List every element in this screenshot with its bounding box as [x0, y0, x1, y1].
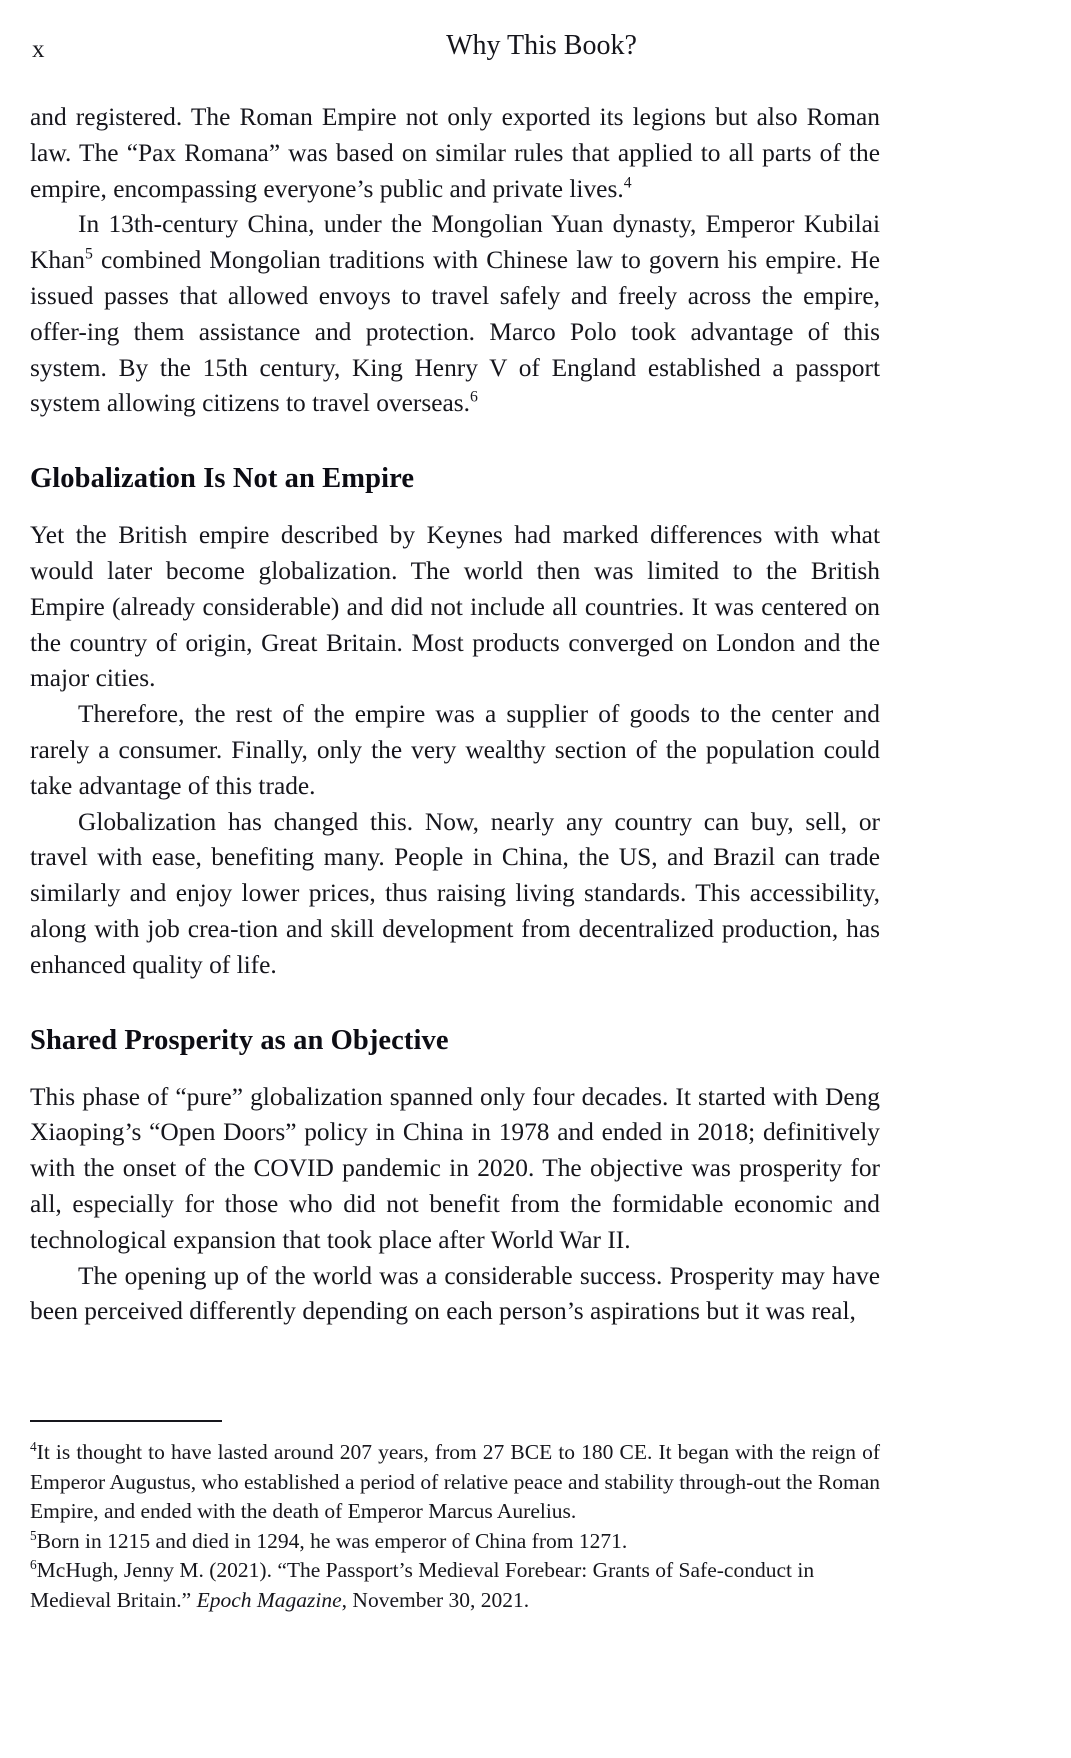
footnote-marker-4: 4 — [30, 1438, 37, 1454]
spacer — [30, 496, 880, 518]
footnote-italic-title: Epoch Magazine — [196, 1587, 342, 1612]
footnote-separator-rule — [30, 1420, 222, 1422]
footnote-5 — [30, 1527, 880, 1557]
footnote-4 — [30, 1438, 880, 1527]
footnote-ref-4[interactable]: 4 — [623, 174, 632, 192]
paragraph-supplier: Therefore, the rest of the empire was a supplier of goods to the center and rarely a consumer. Finally, only the very wealthy section of the population could take advantage of this trade. — [30, 700, 880, 800]
heading-shared-prosperity-as-an-objective: Shared Prosperity as an Objective — [30, 1024, 449, 1056]
footnote-text-after: , November 30, 2021. — [341, 1587, 530, 1612]
footnote-text: Born in 1215 and died in 1294, he was emperor of China from 1271. — [36, 1528, 628, 1553]
paragraph-pure-globalization: This phase of “pure” globalization spanned only four decades. It started with Deng Xiaoping’s “Open Doors” policy in China in 1978 and ended in 2018; definitively with the onset of the COVID pandemic in 2020. The objective was prosperity for all, especially for those who did not benefit from the formidable economic and technological expansion that took place after World War II. — [30, 1082, 880, 1254]
footnote-area — [30, 1420, 880, 1616]
page-folio: x — [32, 36, 45, 63]
paragraph-text-b: combined Mongolian traditions with Chinese law to govern his empire. He issued passes that allowed envoys to travel safely and freely across the empire, offer-ing them assistance and protection. Marco Polo took advantage of this system. By the 15th century, King Henry V of England established a passport system allowing citizens to travel overseas. — [30, 246, 880, 418]
footnote-ref-5[interactable]: 5 — [85, 245, 93, 263]
footnote-text-before: McHugh, Jenny M. (2021). “The Passport’s Medieval Forebear: Grants of Safe-conduct in Medieval Britain.” — [30, 1558, 815, 1612]
spacer — [30, 1058, 880, 1080]
main-text-block — [30, 100, 880, 1330]
paragraph-roman-empire — [30, 100, 880, 207]
paragraph-globalization-changed: Globalization has changed this. Now, nearly any country can buy, sell, or travel with ease, benefiting many. People in China, the US, and Brazil can trade similarly and enjoy lower prices, thus raising living standards. This accessibility, along with job crea-tion and skill development from decentralized production, has enhanced quality of life. — [30, 807, 880, 979]
footnote-marker-5: 5 — [30, 1527, 37, 1543]
paragraph-text: and registered. The Roman Empire not only exported its legions but also Roman law. The “Pax Romana” was based on similar rules that applied to all parts of the empire, encompassing everyone’s public and private lives. — [30, 103, 880, 203]
running-title: Why This Book? — [446, 30, 637, 61]
footnote-marker-6: 6 — [30, 1557, 37, 1573]
footnote-ref-6[interactable]: 6 — [470, 388, 478, 406]
spacer — [30, 984, 880, 1024]
running-head — [30, 30, 1041, 78]
footnote-6 — [30, 1556, 880, 1615]
paragraph-british-empire: Yet the British empire described by Keynes had marked differences with what would later become globalization. The world then was limited to the British Empire (already considerable) and did not include all countries. It was centered on the country of origin, Great Britain. Most products converged on London and the major cities. — [30, 521, 880, 693]
footnote-text: It is thought to have lasted around 207 years, from 27 BCE to 180 CE. It began with the reign of Emperor Augustus, who established a period of relative peace and stability through-out the Roman Empire, and ended with the death of Emperor Marcus Aurelius. — [30, 1440, 880, 1524]
paragraph-kubilai-khan — [30, 207, 880, 422]
paragraph-opening-up: The opening up of the world was a considerable success. Prosperity may have been perceived differently depending on each person’s aspirations but it was real, — [30, 1261, 880, 1326]
heading-globalization-is-not-an-empire: Globalization Is Not an Empire — [30, 463, 415, 495]
spacer — [30, 422, 880, 462]
paragraph-text-a: In 13th-century China, under the Mongolian Yuan dynasty, Emperor Kubilai Khan — [30, 210, 880, 275]
